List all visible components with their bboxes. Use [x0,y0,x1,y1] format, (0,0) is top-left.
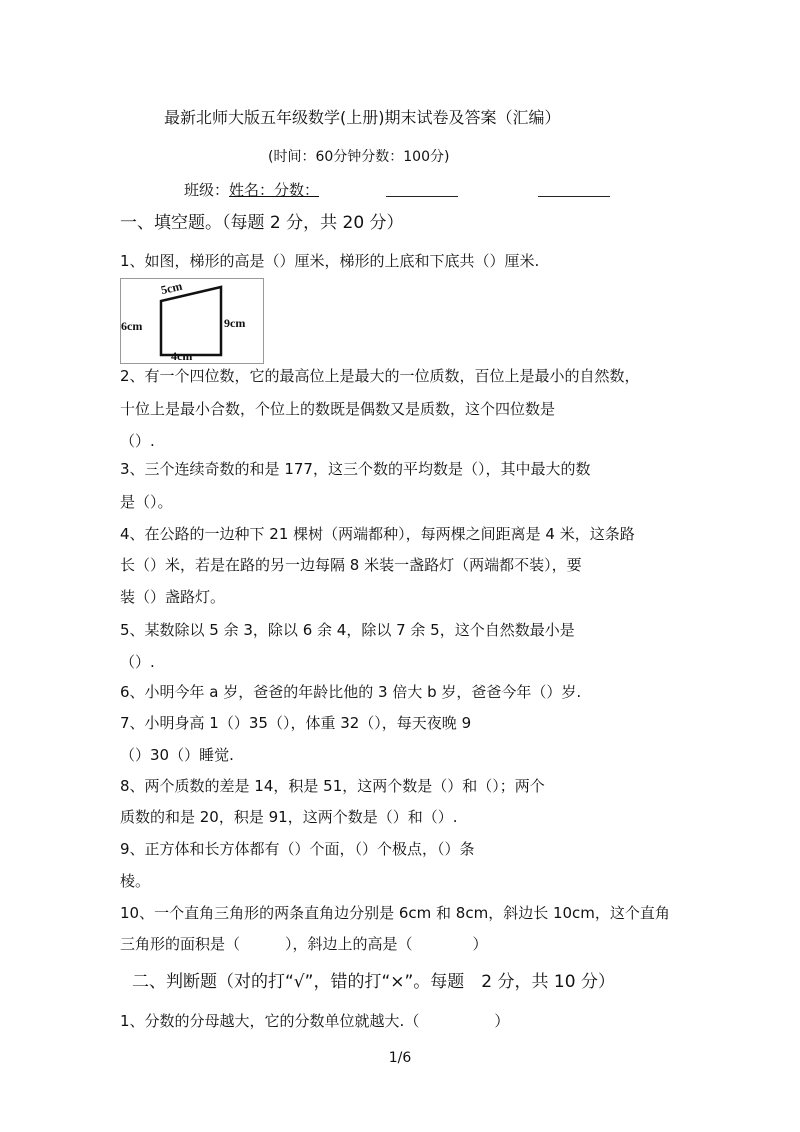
question-10-line2: 三角形的面积是（ ），斜边上的高是（ ） [120,935,488,953]
question-1: 1、如图，梯形的高是（）厘米，梯形的上底和下底共（）厘米. [120,252,540,270]
name-score-label: 姓名：分数： [229,181,320,199]
question-4-line2: 长（）米，若是在路的另一边每隔 8 米装一盏路灯（两端都不装），要 [120,556,582,574]
question-3-line2: 是（）。 [120,493,173,511]
question-9-line2: 棱。 [120,872,151,890]
page-title: 最新北师大版五年级数学(上册)期末试卷及答案（汇编） [164,108,561,127]
class-label: 班级： [184,181,230,199]
question-7-line2: （）30（）睡觉. [120,746,234,764]
label-right: 9cm [224,316,246,330]
label-top: 5cm [159,278,184,298]
question-2-line2: 十位上是最小合数，个位上的数既是偶数又是质数，这个四位数是 [120,400,556,418]
question-5-line1: 5、某数除以 5 余 3，除以 6 余 4，除以 7 余 5，这个自然数最小是 [120,621,575,639]
question-9-line1: 9、正方体和长方体都有（）个面，（）个极点，（）条 [120,840,475,858]
question-8-line1: 8、两个质数的差是 14，积是 51，这两个数是（）和（）；两个 [120,777,545,795]
question-10-line1: 10、一个直角三角形的两条直角边分别是 6cm 和 8cm，斜边长 10cm，这个直角 [120,904,670,922]
exam-subtitle: (时间：60分钟分数：100分) [268,149,450,165]
question-4-line3: 装（）盏路灯。 [120,588,226,606]
trapezoid-figure [120,278,264,364]
name-blank-line [386,196,458,197]
question-8-line2: 质数的和是 20，积是 91，这两个数是（）和（）. [120,808,458,826]
judge-question-1: 1、分数的分母越大，它的分数单位就越大.（ ） [120,1012,510,1030]
question-2-line1: 2、有一个四位数，它的最高位上是最大的一位质数，百位上是最小的自然数， [120,367,640,385]
question-4-line1: 4、在公路的一边种下 21 棵树（两端都种），每两棵之间距离是 4 米，这条路 [120,525,635,543]
question-7-line1: 7、小明身高 1（）35（），体重 32（），每天夜晚 9 [120,714,472,732]
question-5-line2: （）. [120,653,155,671]
label-bottom: 4cm [171,349,193,363]
section1-title: 一、填空题。（每题 2 分，共 20 分） [120,213,404,233]
section2-title: 二、判断题（对的打“√”，错的打“×”。每题 2 分，共 10 分） [132,972,615,992]
question-6: 6、小明今年 a 岁，爸爸的年龄比他的 3 倍大 b 岁，爸爸今年（）岁. [120,683,582,701]
info-row [184,180,319,200]
question-2-line3: （）. [120,432,155,450]
score-blank-line [538,196,610,197]
label-left: 6cm [121,319,143,333]
question-3-line1: 3、三个连续奇数的和是 177，这三个数的平均数是（），其中最大的数 [120,460,591,478]
page-number: 1/6 [388,1050,412,1066]
